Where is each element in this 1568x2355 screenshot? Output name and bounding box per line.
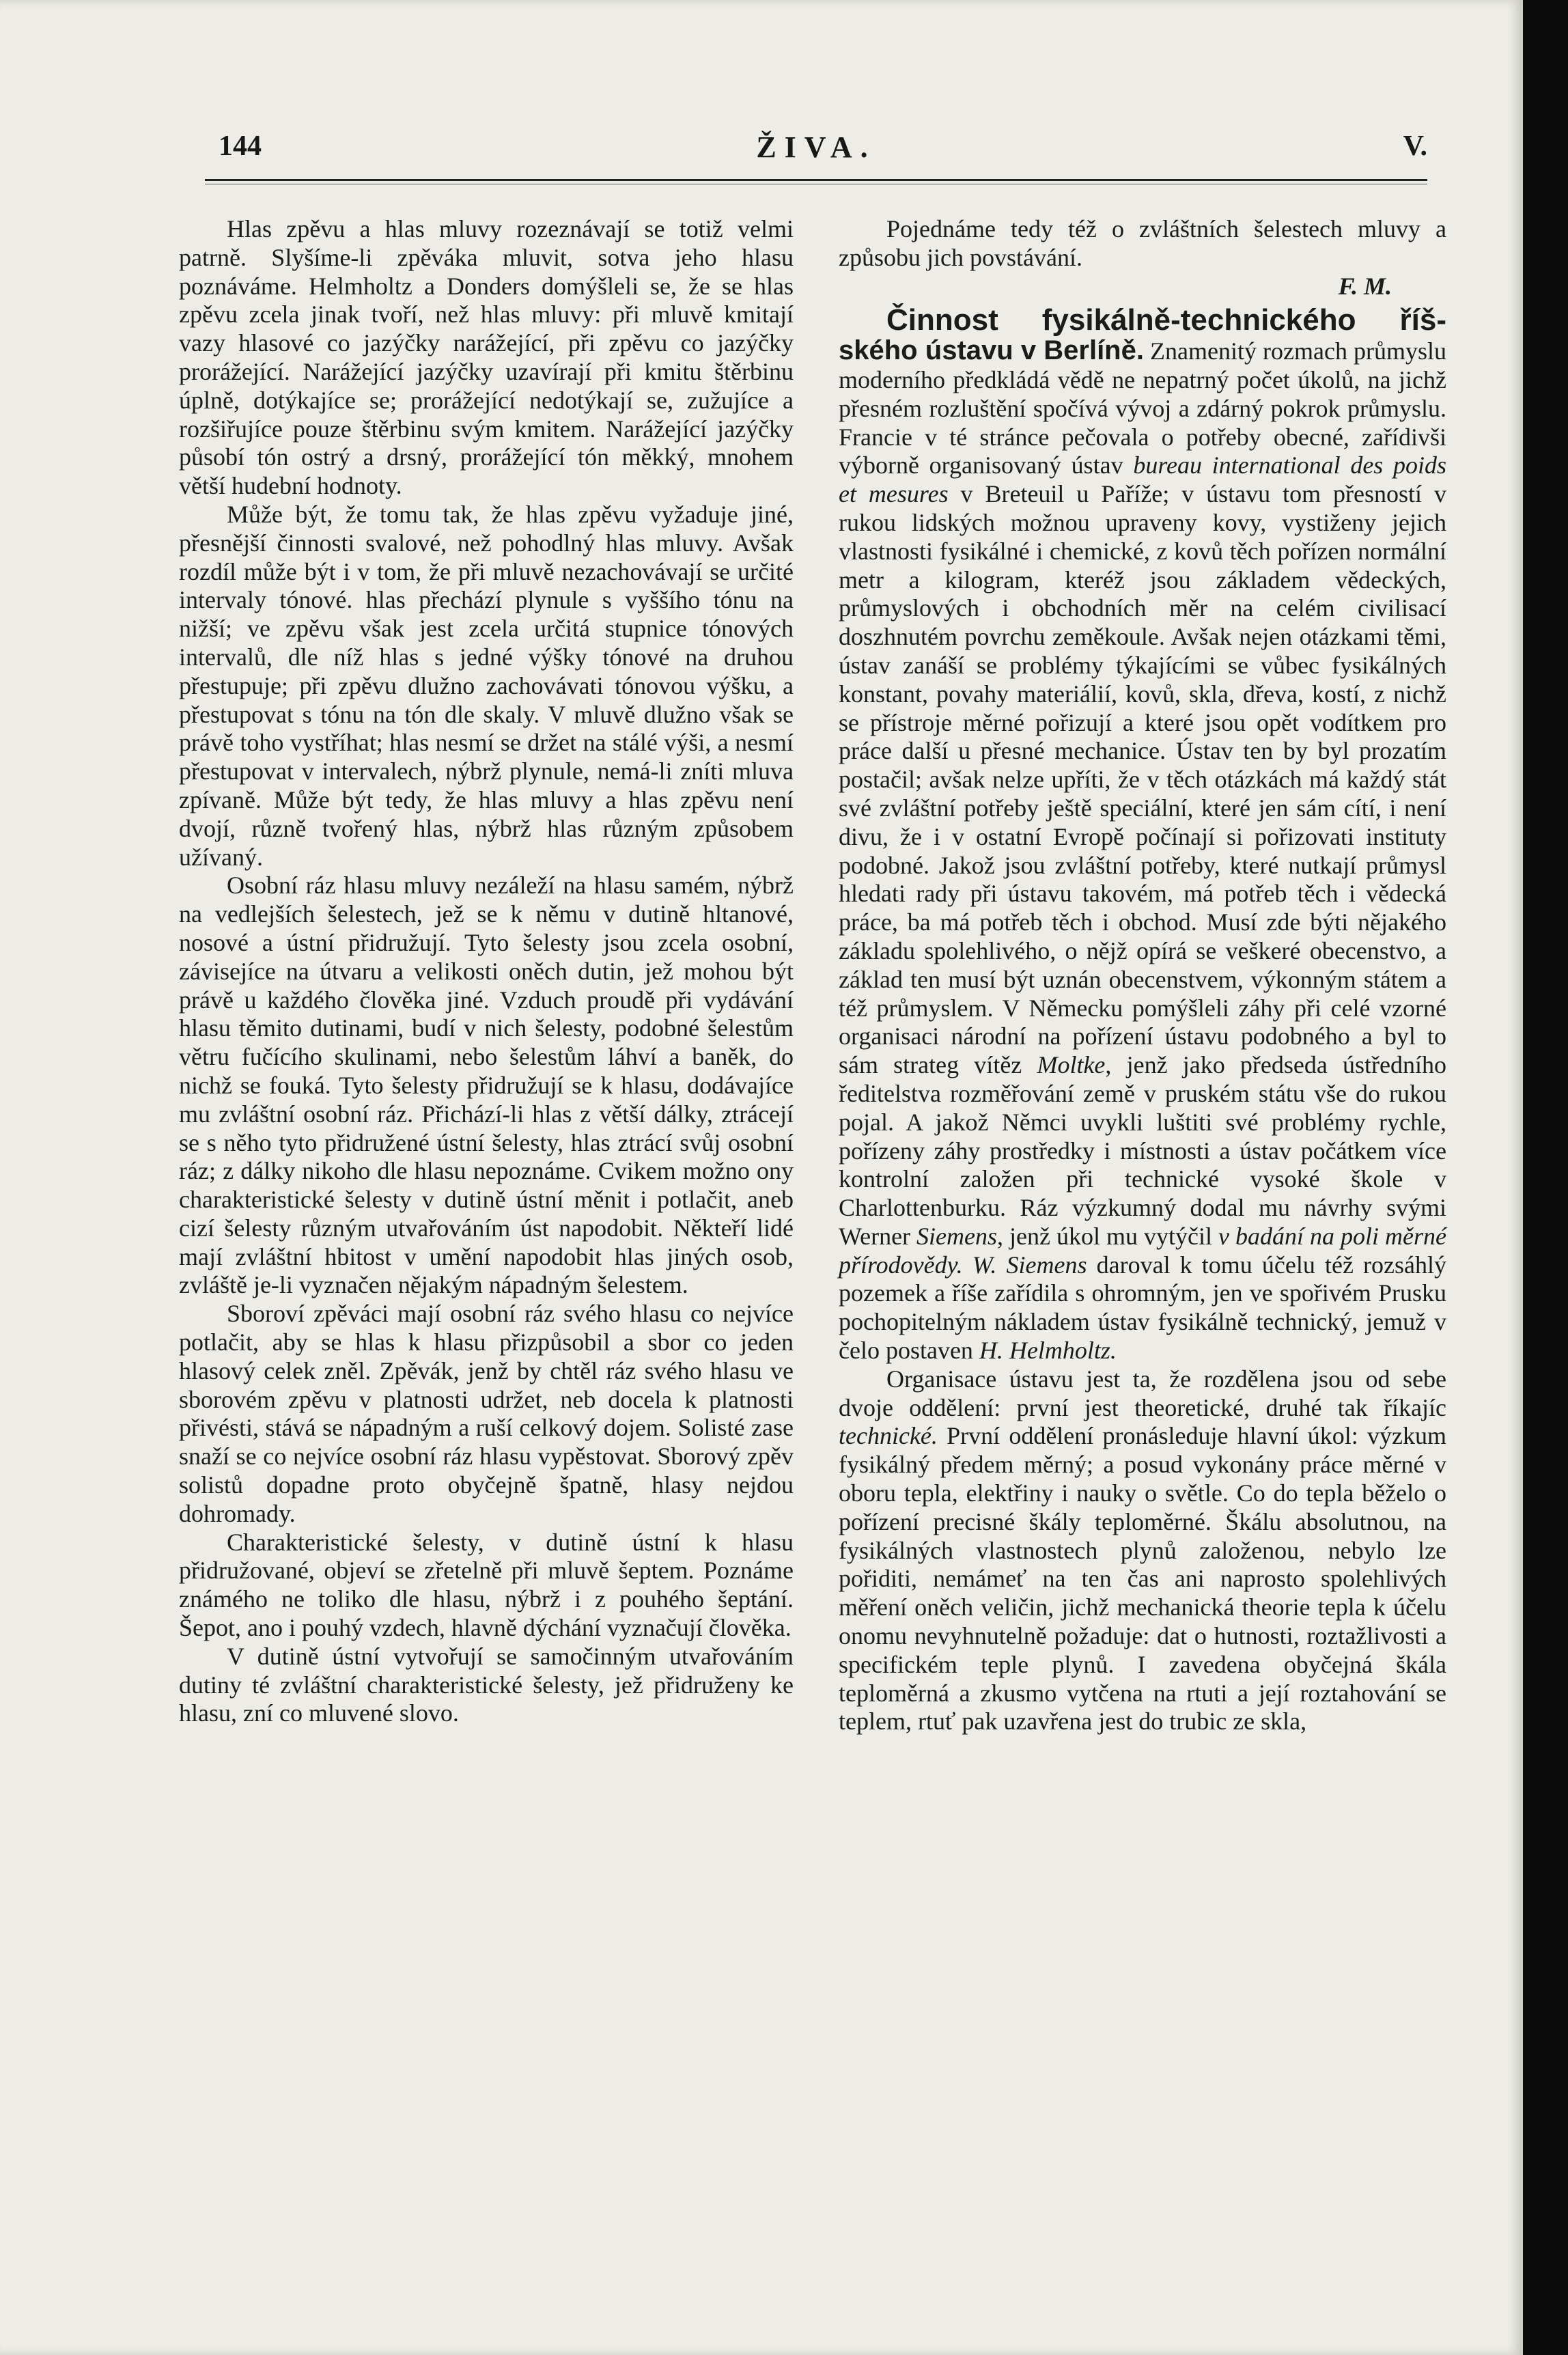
intro-paragraph xyxy=(839,215,1446,273)
italic-run: Siemens xyxy=(916,1222,998,1250)
section-heading: Činnost fysikálně-technického říš- xyxy=(886,303,1446,337)
author-signature: F. M. xyxy=(1338,272,1392,300)
italic-run: technické. xyxy=(839,1422,938,1450)
paragraph: V dutině ústní vytvořují se samočinným utvařováním dutiny té zvláštní charakteristické šelesty, jež přidruženy ke hlasu, zní co mluvené slovo. xyxy=(179,1642,794,1727)
italic-run: bureau international des poids et mesures xyxy=(839,451,1447,508)
text-run: Znamenitý rozmach průmyslu moderního předkládá vědě ne nepatrný počet úkolů, na jichž přesném rozluštění spočívá vývoj a zdárný pokrok průmyslu. Francie v té stránce pečovala o potřeby obecné, zařídivši výborně organisovaný ústav xyxy=(839,337,1446,479)
running-header xyxy=(205,130,1427,171)
paragraph: Osobní ráz hlasu mluvy nezáleží na hlasu samém, nýbrž na vedlejších šelestech, jež se k němu v dutině hltanové, nosové a ústní přidružují. Tyto šelesty jsou zcela osobní, závisejíce na útvaru a velikosti oněch dutin, jež mohou být právě u každého člověka jiné. Vzduch proudě při vydávání hlasu těmito dutinami, budí v nich šelesty, podobné šelestům větru fučícího skulinami, nebo šelestům láhví a baněk, do nichž se fouká. Tyto šelesty přidružují se k hlasu, dodávajíce mu zvláštní osobní ráz. Přichází-li hlas z větší dálky, ztrácejí se s něho tyto přidružené ústní šelesty, hlas ztrácí svůj osobní ráz; z dálky nikoho dle hlasu nepoznáme. Cvikem možno ony charakteristické šelesty v dutině ústní měnit i potlačit, aneb cizí šelesty různým utvařováním úst napodobit. Někteří lidé mají zvláštní hbitost v umění napodobit hlas jiných osob, zvláště je-li vyznačen nějakým nápadným šelestem. xyxy=(179,872,794,1299)
section-heading-cont: ského ústavu v Berlíně. xyxy=(839,335,1144,366)
paragraph: Může být, že tomu tak, že hlas zpěvu vyžaduje jiné, přesnější činnosti svalové, než pohodlný hlas mluvy. Avšak rozdíl může být i v tom, že při mluvě nezachovávají se určité intervaly tónové. hlas přechází plynule s vyššího tónu na nižší; ve zpěvu však jest zcela určitá stupnice tónových intervalů, dle níž hlas s jedné výšky tónové na druhou přestupuje; při zpěvu dlužno zachovávati tónovou výšku, a přestupovat s tónu na tón dle skaly. V mluvě dlužno však se právě toho vystříhat; hlas nesmí se držet na stálé výši, a nesmí přestupovat v intervalech, nýbrž plynule, nemá-li zníti mluva zpívaně. Může být tedy, že hlas mluvy a hlas zpěvu není dvojí, různě tvořený hlas, nýbrž hlas různým způsobem užívaný. xyxy=(179,500,794,871)
left-column xyxy=(179,215,794,1728)
paragraph: Hlas zpěvu a hlas mluvy rozeznávají se totiž velmi patrně. Slyšíme-li zpěváka mluvit, sotva jeho hlasu poznáváme. Helmholtz a Donders domýšleli se, že se hlas zpěvu zcela jinak tvoří, než hlas mluvy: při mluvě kmitají vazy hlasové co jazýčky narážející, při zpěvu co jazýčky prorážející. Narážející jazýčky uzavírají při kmitu štěrbinu úplně, dotýkajíce se; prorážející nedotýkají se, zužujíce a rozšiřujíce pouze štěrbinu svým kmitem. Narážející jazýčky působí tón ostrý a drsný, prorážející tón měkký, mnohem větší hudební hodnoty. xyxy=(179,215,794,500)
text-run: , jenž jako předseda ústředního ředitelstva rozměřování země v pruském státu vše do rukou pojal. A jakož Němci uvykli luštiti své problémy rychle, pořízeny záhy prostředky i místnosti a ústav počátkem více kontrolní založen při technické vysoké škole v Charlottenburku. Ráz výzkumný dodal mu návrhy svými Werner xyxy=(839,1051,1446,1250)
page-number: 144 xyxy=(219,130,262,162)
intro-text: Pojednáme tedy též o zvláštních šelestech mluvy a způsobu jich povstávání. xyxy=(839,215,1446,271)
italic-run: Moltke xyxy=(1037,1051,1106,1079)
italic-run: H. Helmholtz. xyxy=(979,1337,1117,1365)
italic-run: v badání na poli měrné přírodovědy. W. Siemens xyxy=(839,1222,1447,1279)
article-paragraph xyxy=(839,1365,1446,1736)
text-run: v Breteuil u Paříže; v ústavu tom přesností v rukou lidských možnou upraveny kovy, vystiženy jejich vlastnosti fysikálné i chemické, z kovů těch pořízen normální metr a kilogram, kteréž jsou základem vědeckých, průmyslových i obchodních měr na celém civilisací doszhnutém povrchu zeměkoule. Avšak nejen otázkami těmi, ústav zanáší se problémy týkajícími se vůbec fysikálných konstant, povahy materiálií, kovů, skla, dřeva, kostí, z nichž se přístroje měrné pořizují a které jsou opět vodítkem pro práce další u přesné mechanice. Ústav ten by byl prozatím postačil; avšak nelze upříti, že v těch otázkách má každý stát své zvláštní potřeby ještě speciální, které jen sám cítí, i není divu, že i v ostatní Evropě počínají si pořizovati instituty podobné. Jakož jsou zvláštní potřeby, které nutkají průmysl hledati rady při ústavu takovém, má potřeb těch i vědecká práce, ba má potřeb těch i obchod. Musí zde býti nějakého základu spolehlivého, o nějž opírá se veškeré obecenstvo, a základ ten musí být uznán obecenstvem, výkonným státem a též průmyslem. V Německu pomýšleli záhy při celé vzorné organisaci národní na pořízení ústavu podobného a byl to sám strateg vítěz xyxy=(839,480,1446,1079)
paragraph: Sboroví zpěváci mají osobní ráz svého hlasu co nejvíce potlačit, aby se hlas k hlasu přizpůsobil a sbor co jeden hlasový celek zněl. Zpěvák, jenž by chtěl ráz svého hlasu ve sborovém zpěvu v platnosti udržet, neb docela k platnosti přivésti, stává se nápadným a ruší celkový dojem. Solisté zase snaží se co nejvíce osobní ráz hlasu vypěstovat. Sborový zpěv solistů dopadne proto obyčejně špatně, hlasy nejdou dohromady. xyxy=(179,1300,794,1527)
text-run: Organisace ústavu jest ta, že rozdělena jsou od sebe dvoje oddělení: první jest theoretické, druhé tak říkajíc xyxy=(839,1365,1446,1421)
paragraph: Charakteristické šelesty, v dutině ústní k hlasu přidružované, objeví se zřetelně při mluvě šeptem. Poznáme známého ne toliko dle hlasu, nýbrž i z pouhého šeptání. Šepot, ano i pouhý vzdech, hlavně dýchání vyznačují člověka. xyxy=(179,1528,794,1642)
header-rule xyxy=(205,179,1427,184)
text-run: , jenž úkol mu vytýčil xyxy=(997,1222,1219,1250)
article-paragraph xyxy=(839,303,1447,1365)
journal-title: ŽIVA. xyxy=(756,130,876,164)
text-run: První oddělení pronásleduje hlavní úkol: výzkum fysikálný předem měrný; a posud vykonány práce měrné v oboru tepla, elektřiny i nauky o světle. Co do tepla běželo o pořízení precisné škály teploměrné. Škálu absolutnou, na fysikálných vlastnostech plynů založenou, nebylo lze pořiditi, nemámeť na ten čas ani naprosto spolehlivých měření oněch veličin, jichž mechanická theorie tepla k účelu onomu nevyhnutelně požaduje: dat o hutnosti, roztažlivosti a specifickém teple plynů. I zavedena obyčejná škála teploměrná a zkusmo vytčena na rtuti a její roztahování se teplem, rtuť pak uzavřena jest do trubic ze skla, xyxy=(839,1422,1446,1736)
text-run: daroval k tomu účelu též rozsáhlý pozemek a říše zařídila s ohromným, jen ve spořivém Prusku pochopitelným nákladem ústav fysikálně technický, jemuž v čelo postaven xyxy=(839,1251,1446,1365)
volume-number: V. xyxy=(1403,130,1427,162)
right-column xyxy=(839,215,1446,1736)
